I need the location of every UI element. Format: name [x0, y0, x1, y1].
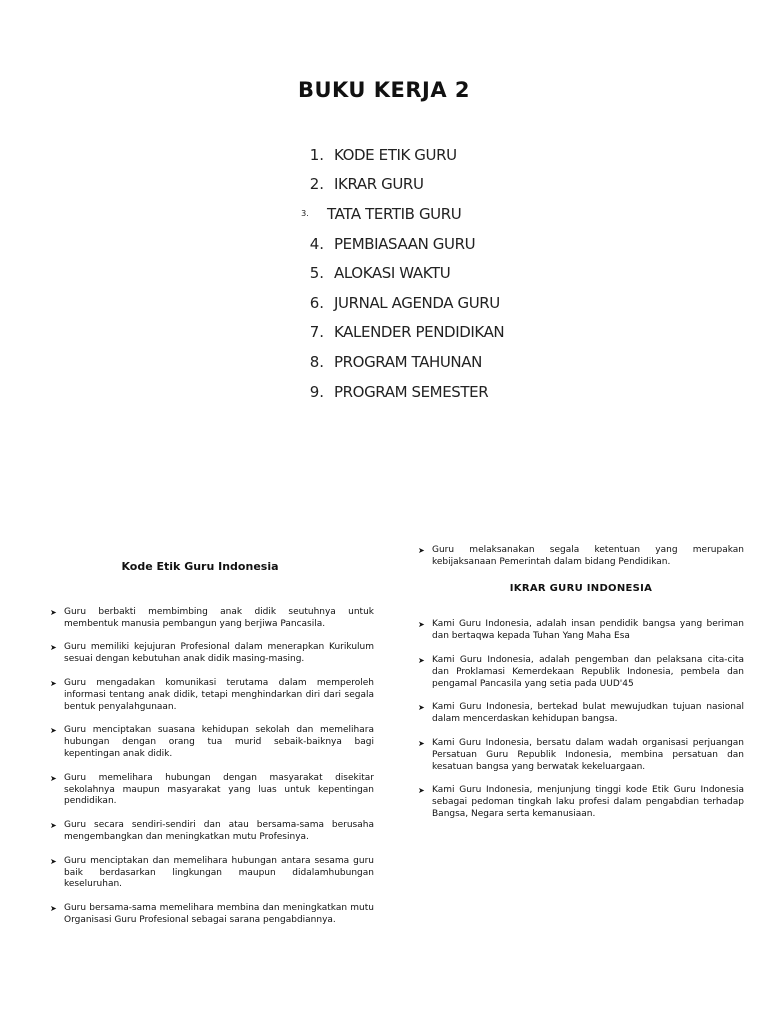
- kode-etik-heading: Kode Etik Guru Indonesia: [121, 560, 279, 573]
- list-item: [50, 725, 374, 760]
- toc-number: 1.: [309, 145, 324, 164]
- list-item: [50, 642, 374, 666]
- arrow-bullet-icon: ➤: [50, 607, 57, 617]
- toc-label: PROGRAM SEMESTER: [334, 382, 489, 401]
- list-item: [50, 773, 374, 808]
- toc-label: JURNAL AGENDA GURU: [334, 293, 500, 312]
- arrow-bullet-icon: ➤: [418, 620, 425, 630]
- table-of-contents: [290, 140, 590, 406]
- list-item: [50, 856, 374, 891]
- toc-item: [290, 347, 590, 377]
- toc-label: KALENDER PENDIDIKAN: [334, 323, 505, 342]
- toc-item: [290, 288, 590, 318]
- toc-item: [290, 318, 590, 348]
- list-item: [50, 678, 374, 713]
- arrow-bullet-icon: ➤: [50, 678, 57, 688]
- list-item-text: Guru mengadakan komunikasi terutama dalam memperoleh informasi tentang anak didik, tetapi menghindarkan diri dari segala bentuk penyalahgunaan.: [64, 677, 374, 712]
- ikrar-heading: IKRAR GURU INDONESIA: [509, 582, 653, 594]
- toc-number: 9.: [309, 382, 324, 401]
- toc-item: [290, 170, 590, 200]
- page-title: BUKU KERJA 2: [297, 78, 471, 102]
- list-item: [50, 820, 374, 844]
- toc-number: 7.: [309, 323, 324, 342]
- toc-number: 2.: [309, 175, 324, 194]
- toc-label: PROGRAM TAHUNAN: [334, 352, 482, 371]
- list-item: [418, 702, 744, 726]
- kode-etik-continued-list: [418, 545, 744, 569]
- list-item-text: Guru melaksanakan segala ketentuan yang merupakan kebijaksanaan Pemerintah dalam bidang Pendidikan.: [432, 545, 744, 567]
- toc-number: 4.: [309, 234, 324, 253]
- arrow-bullet-icon: ➤: [418, 655, 425, 665]
- toc-number: 6.: [309, 293, 324, 312]
- list-item-text: Kami Guru Indonesia, adalah pengemban dan pelaksana cita-cita dan Proklamasi Kemerdekaan Republik Indonesia, pembela dan pengamal Pancasila yang setia pada UUD'45: [432, 654, 744, 689]
- kode-etik-list: [50, 607, 374, 927]
- toc-label: IKRAR GURU: [334, 175, 424, 194]
- toc-item: [290, 377, 590, 407]
- list-item-text: Kami Guru Indonesia, bersatu dalam wadah organisasi perjuangan Persatuan Guru Republik Indonesia, membina persatuan dan kesatuan bangsa yang berwatak kekeluargaan.: [432, 737, 744, 772]
- list-item-text: Guru berbakti membimbing anak didik seutuhnya untuk membentuk manusia pembangun yang berjiwa Pancasila.: [64, 606, 374, 629]
- toc-item: [290, 199, 590, 229]
- list-item: [418, 545, 744, 569]
- list-item-text: Guru memelihara hubungan dengan masyarakat disekitar sekolahnya maupun masyarakat yang luas untuk kepentingan pendidikan.: [64, 772, 374, 807]
- toc-label: TATA TERTIB GURU: [327, 204, 462, 223]
- toc-item: [290, 258, 590, 288]
- arrow-bullet-icon: ➤: [418, 786, 425, 796]
- arrow-bullet-icon: ➤: [50, 856, 57, 866]
- arrow-bullet-icon: ➤: [50, 773, 57, 783]
- arrow-bullet-icon: ➤: [50, 821, 57, 831]
- list-item-text: Guru menciptakan suasana kehidupan sekolah dan memelihara hubungan dengan orang tua murid sebaik-baiknya bagi kepentingan anak didik.: [64, 725, 374, 759]
- kode-etik-column: [50, 555, 374, 939]
- list-item: [50, 607, 374, 631]
- ikrar-column: [418, 545, 744, 833]
- ikrar-list: [418, 619, 744, 820]
- list-item-text: Kami Guru Indonesia, adalah insan pendidik bangsa yang beriman dan bertaqwa kepada Tuhan Yang Maha Esa: [432, 619, 744, 642]
- arrow-bullet-icon: ➤: [418, 546, 425, 555]
- list-item-text: Kami Guru Indonesia, bertekad bulat mewujudkan tujuan nasional dalam mencerdaskan kehidupan bangsa.: [432, 702, 744, 725]
- list-item-text: Guru memiliki kejujuran Profesional dalam menerapkan Kurikulum sesuai dengan kebutuhan anak didik masing-masing.: [64, 642, 374, 665]
- toc-number: 3.: [301, 209, 309, 219]
- toc-item: [290, 229, 590, 259]
- toc-label: KODE ETIK GURU: [334, 145, 457, 164]
- list-item: [418, 655, 744, 690]
- arrow-bullet-icon: ➤: [50, 643, 57, 653]
- toc-label: ALOKASI WAKTU: [334, 264, 451, 283]
- toc-item: [290, 140, 590, 170]
- list-item: [418, 738, 744, 773]
- arrow-bullet-icon: ➤: [418, 703, 425, 713]
- list-item-text: Kami Guru Indonesia, menjunjung tinggi kode Etik Guru Indonesia sebagai pedoman tingkah laku profesi dalam pengabdian terhadap Bangsa, Negara serta kemanusiaan.: [432, 785, 744, 819]
- toc-number: 8.: [309, 352, 324, 371]
- list-item-text: Guru secara sendiri-sendiri dan atau bersama-sama berusaha mengembangkan dan meningkatkan mutu Profesinya.: [64, 820, 374, 842]
- list-item: [418, 619, 744, 643]
- list-item: [418, 785, 744, 820]
- list-item-text: Guru bersama-sama memelihara membina dan meningkatkan mutu Organisasi Guru Profesional sebagai sarana pengabdiannya.: [64, 903, 374, 925]
- list-item-text: Guru menciptakan dan memelihara hubungan antara sesama guru baik berdasarkan lingkungan maupun didalamhubungan keseluruhan.: [64, 855, 374, 890]
- arrow-bullet-icon: ➤: [50, 726, 57, 736]
- arrow-bullet-icon: ➤: [418, 738, 425, 748]
- toc-label: PEMBIASAAN GURU: [334, 234, 476, 253]
- toc-number: 5.: [309, 264, 324, 283]
- list-item: [50, 903, 374, 927]
- arrow-bullet-icon: ➤: [50, 904, 57, 914]
